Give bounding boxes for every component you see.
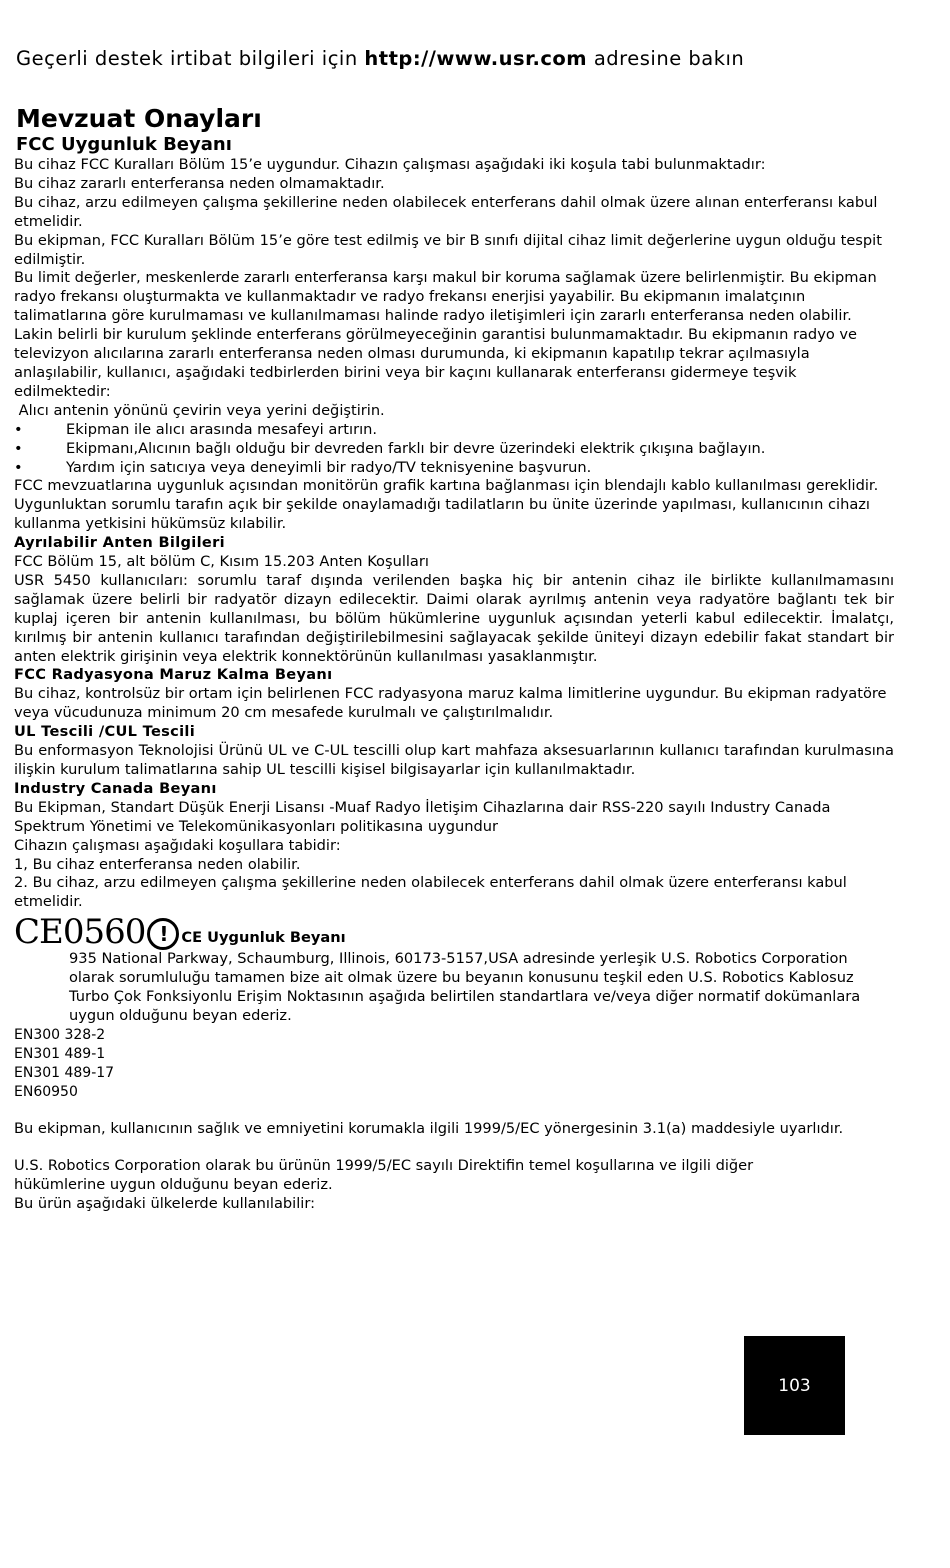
ce-heading: CE Uygunluk Beyanı [181,929,346,947]
fcc-line-2: Bu cihaz zararlı enterferansa neden olmamaktadır. [14,174,385,192]
bullet-text: Ekipman ile alıcı arasında mesafeyi artırın. [66,420,378,438]
bullet-item [14,440,894,459]
antenna-paragraph: USR 5450 kullanıcıları: sorumlu taraf dışında verilenden başka hiç bir antenin cihaz ile birlikte kullanılmamasını sağlamak üzere belirli bir radyatör dizayn edilecektir. Daimi olarak ayrılmış antenin veya radyatöre bağlantı tek bir kuplaj içeren bir antenin kullanılması, bu bölüm hükümlerine uygunluk açısından yeterli kabul edilecektir. İmalatçı, kırılmış bir antenin kullanıcı tarafından değiştirilebilmesini sağlayacak şekilde üniteyi dizayn edebilir fakat standart bir anten elektrik girişinin veya elektrik konnektörünün kullanılması yasaklanmıştır. [14,571,894,665]
spacer [14,1102,894,1120]
standard-item: EN301 489-1 [14,1045,106,1062]
ce-row [14,912,894,953]
ce-mark-text: CE0560 [14,912,146,953]
fcc-line-5: Bu limit değerler, meskenlerde zararlı enterferansa karşı makul bir koruma sağlamak üzere belirlenmiştir. Bu ekipman radyo frekansı oluşturmakta ve kullanmaktadır ve radyo frekansı enerjisi yayabilir. Bu ekipmanın imalatçının talimatlarına göre kurulmaması ve kullanılmaması halinde radyo iletişimleri için zararlı enterferansa neden olabilir. Lakin belirli bir kurulum şeklinde enterferans görülmeyeceğinin garantisi bulunmamaktadır. Bu ekipmanın radyo ve televizyon alıcılarına zararlı enterferansa neden olması durumunda, ki ekipmanın kapatılıp tekrar açılmasıyla anlaşılabilir, kullanıcı, aşağıdaki tedbirlerden birini veya bir kaçını kullanarak enterferansı gidermeye teşvik edilmektedir: [14,269,877,400]
bullet-dot: • [14,439,23,457]
bullet-dot: • [14,458,23,476]
fcc-line-1: Bu cihaz FCC Kuralları Bölüm 15’e uygundur. Cihazın çalışması aşağıdaki iki koşula tabi bulunmaktadır: [14,156,766,173]
ce-0560-mark [14,912,179,953]
support-url-link[interactable]: http://www.usr.com [364,47,588,70]
ce-paragraph-3: U.S. Robotics Corporation olarak bu ürünün 1999/5/EC sayılı Direktifin temel koşullarına ve ilgili diğer hükümlerine uygun olduğunu beyan ederiz. [14,1156,754,1193]
canada-line-2: Cihazın çalışması aşağıdaki koşullara tabidir: [14,836,341,854]
page-title: Mevzuat Onayları [16,104,262,133]
fcc-line-6: Alıcı antenin yönünü çevirin veya yerini değiştirin. [14,401,385,419]
antenna-line: FCC Bölüm 15, alt bölüm C, Kısım 15.203 Anten Koşulları [14,553,429,571]
spacer [14,1139,894,1157]
fcc-line-4: Bu ekipman, FCC Kuralları Bölüm 15’e göre test edilmiş ve bir B sınıfı dijital cihaz limit değerlerine uygun olduğu tespit edilmiştir. [14,231,882,268]
ce-paragraph-4: Bu ürün aşağıdaki ülkelerde kullanılabilir: [14,1194,316,1212]
ce-paragraph-2: Bu ekipman, kullanıcının sağlık ve emniyetini korumakla ilgili 1999/5/EC yönergesinin 3.1(a) maddesiyle uyarlıdır. [14,1119,844,1137]
header-text-before: Geçerli destek irtibat bilgileri için [16,47,365,70]
ul-paragraph: Bu enformasyon Teknolojisi Ürünü UL ve C-UL tescilli olup kart mahfaza aksesuarlarının kullanıcı tarafından kurulmasına ilişkin kurulum talimatlarına sahip UL tescilli kişisel bilgisayarlar için kullanılmaktadır. [14,742,894,778]
alert-circle-icon: ! [147,918,179,950]
radiation-heading: FCC Radyasyona Maruz Kalma Beyanı [14,666,333,684]
antenna-heading: Ayrılabilir Anten Bilgileri [14,534,225,552]
ce-paragraph: 935 National Parkway, Schaumburg, Illinois, 60173-5157,USA adresinde yerleşik U.S. Robotics Corporation olarak sorumluluğu tamamen bize ait olmak üzere bu beyanın konusunu teşkil eden U.S. Robotics Kablosuz Turbo Çok Fonksiyonlu Erişim Noktasının aşağıda belirtilen standartlara ve/veya diğer normatif dokümanlara uygun olduğunu beyan ederiz. [69,950,861,1024]
bullet-dot: • [14,420,23,438]
standard-item: EN301 489-17 [14,1064,115,1081]
ul-heading: UL Tescili /CUL Tescili [14,723,195,741]
bullet-text: Ekipmanı,Alıcının bağlı olduğu bir devreden farklı bir devre üzerindeki elektrik çıkışına bağlayın. [66,439,766,457]
standard-item: EN60950 [14,1083,78,1100]
canada-heading: Industry Canada Beyanı [14,779,217,797]
standard-item: EN300 328-2 [14,1026,106,1043]
bullet-item [14,421,894,440]
header-text-after: adresine bakın [587,47,745,70]
canada-line-3: 1, Bu cihaz enterferansa neden olabilir. [14,855,301,873]
bullet-text: Yardım için satıcıya veya deneyimli bir radyo/TV teknisyenine başvurun. [66,458,592,476]
support-contact-header [16,47,744,70]
fcc-after-bullets: FCC mevzuatlarına uygunluk açısından monitörün grafik kartına bağlanması için blendajlı kablo kullanılması gereklidir. Uygunluktan sorumlu tarafın açık bir şekilde onaylamadığı tadilatların bu ünite üzerinde yapılması, kullanıcının cihazı kullanma yetkisini hükümsüz kılabilir. [14,477,879,533]
page-number: 103 [744,1336,845,1435]
bullet-item [14,459,894,478]
canada-line-1: Bu Ekipman, Standart Düşük Enerji Lisansı -Muaf Radyo İletişim Cihazlarına dair RSS-220 sayılı Industry Canada Spektrum Yönetimi ve Telekomünikasyonları politikasına uygundur [14,798,831,835]
canada-line-4: 2. Bu cihaz, arzu edilmeyen çalışma şekillerine neden olabilecek enterferans dahil olmak üzere enterferansı kabul etmelidir. [14,874,847,911]
fcc-line-3: Bu cihaz, arzu edilmeyen çalışma şekillerine neden olabilecek enterferans dahil olmak üzere alınan enterferansı kabul etmelidir. [14,193,878,230]
radiation-paragraph: Bu cihaz, kontrolsüz bir ortam için belirlenen FCC radyasyona maruz kalma limitlerine uygundur. Bu ekipman radyatöre veya vücudunuza minimum 20 cm mesafede kurulmalı ve çalıştırılmalıdır. [14,685,887,722]
fcc-heading: FCC Uygunluk Beyanı [16,134,232,155]
document-body [14,156,894,1214]
